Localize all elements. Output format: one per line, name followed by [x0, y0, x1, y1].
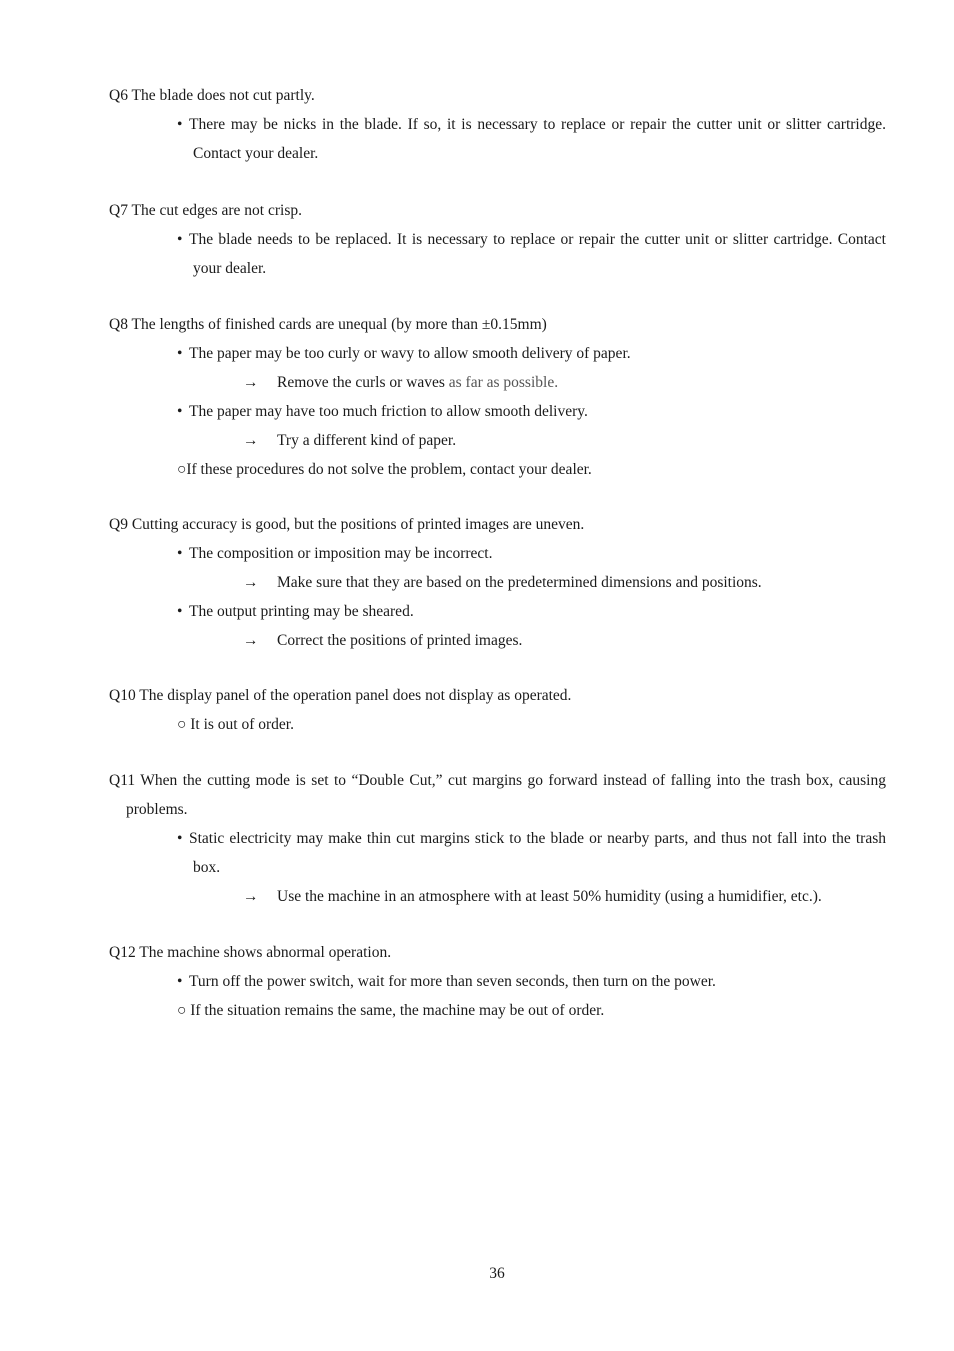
bullet-item: • The blade needs to be replaced. It is necessary to replace or repair the cutter unit or slitter cartridge. Contact your dealer.: [109, 225, 886, 283]
bullet-item: • Turn off the power switch, wait for more than seven seconds, then turn on the power.: [109, 967, 886, 996]
question-title: Q12 The machine shows abnormal operation.: [109, 944, 392, 961]
faq-q7: [109, 196, 886, 283]
note-item: ○ If the situation remains the same, the machine may be out of order.: [177, 1002, 605, 1019]
question-title: Q9 Cutting accuracy is good, but the positions of printed images are uneven.: [109, 516, 585, 533]
bullet-icon: •: [177, 231, 183, 248]
action-item: → Make sure that they are based on the predetermined dimensions and positions.: [109, 568, 886, 597]
bullet-icon: •: [177, 830, 183, 847]
bullet-icon: •: [177, 973, 183, 990]
arrow-right-icon: →: [243, 888, 259, 905]
action-item: → Remove the curls or waves as far as possible.: [109, 368, 886, 397]
action-item: → Correct the positions of printed images.: [109, 626, 886, 655]
note-item: ○If these procedures do not solve the problem, contact your dealer.: [177, 461, 592, 478]
arrow-right-icon: →: [243, 374, 259, 391]
arrow-right-icon: →: [243, 574, 259, 591]
faq-q6: [109, 81, 886, 168]
arrow-right-icon: →: [243, 432, 259, 449]
arrow-right-icon: →: [243, 632, 259, 649]
faq-q8: [109, 310, 886, 484]
bullet-icon: •: [177, 545, 183, 562]
note-item: ○ It is out of order.: [177, 716, 294, 733]
faq-q12: [109, 938, 886, 1025]
question-title: Q11 When the cutting mode is set to “Double Cut,” cut margins go forward instead of falling into the trash box, causing problems.: [109, 772, 886, 818]
bullet-item: • The paper may be too curly or wavy to allow smooth delivery of paper.: [109, 339, 886, 368]
bullet-item: • There may be nicks in the blade. If so, it is necessary to replace or repair the cutter unit or slitter cartridge. Contact your dealer.: [109, 110, 886, 168]
faq-q10: [109, 681, 886, 739]
faq-q11: [109, 766, 886, 911]
bullet-icon: •: [177, 403, 183, 420]
bullet-item: • The paper may have too much friction to allow smooth delivery.: [109, 397, 886, 426]
question-title: Q10 The display panel of the operation panel does not display as operated.: [109, 687, 572, 704]
bullet-item: • The composition or imposition may be incorrect.: [109, 539, 886, 568]
action-item: → Use the machine in an atmosphere with at least 50% humidity (using a humidifier, etc.).: [109, 882, 886, 911]
bullet-item: • Static electricity may make thin cut margins stick to the blade or nearby parts, and thus not fall into the trash box.: [109, 824, 886, 882]
question-title: Q8 The lengths of finished cards are unequal (by more than ±0.15mm): [109, 316, 547, 333]
question-title: Q7 The cut edges are not crisp.: [109, 202, 302, 219]
bullet-icon: •: [177, 116, 183, 133]
faq-q9: [109, 510, 886, 655]
bullet-item: • The output printing may be sheared.: [109, 597, 886, 626]
page-number: 36: [489, 1265, 505, 1282]
action-item: → Try a different kind of paper.: [109, 426, 886, 455]
question-title: Q6 The blade does not cut partly.: [109, 87, 315, 104]
bullet-icon: •: [177, 345, 183, 362]
bullet-icon: •: [177, 603, 183, 620]
